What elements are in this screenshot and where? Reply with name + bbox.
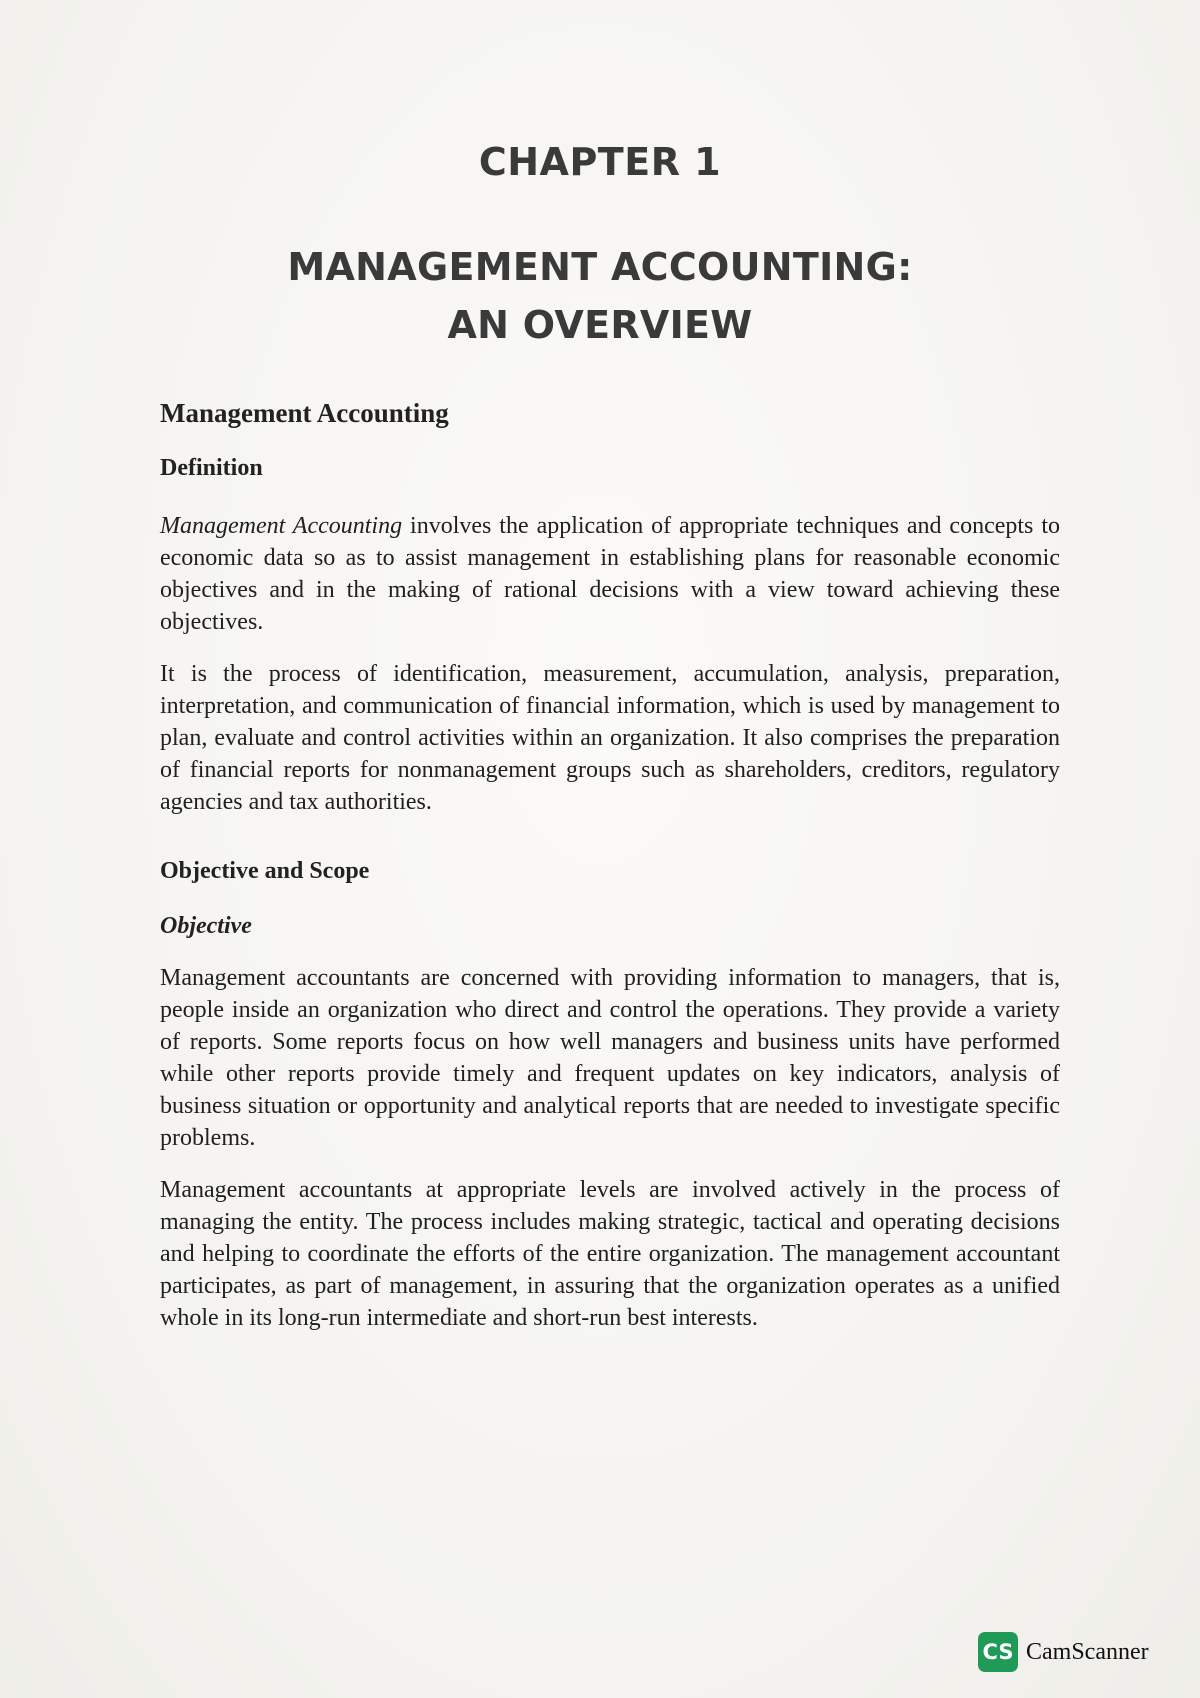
chapter-title-line-2: AN OVERVIEW	[447, 303, 753, 347]
definition-paragraph-2: It is the process of identification, measurement, accumulation, analysis, preparation, interpretation, and communication of financial information, which is used by management to plan, evaluate and control activities within an organization. It also comprises the preparation of financial reports for nonmanagement groups such as shareholders, creditors, regulatory agencies and tax authorities.	[160, 661, 1060, 815]
objective-paragraph-2: Management accountants at appropriate levels are involved actively in the process of managing the entity. The process includes making strategic, tactical and operating decisions and helping to coordinate the efforts of the entire organization. The management accountant participates, as part of management, in assuring that the organization operates as a unified whole in its long-run intermediate and short-run best interests.	[160, 1177, 1060, 1331]
objective-paragraph-1: Management accountants are concerned with providing information to managers, that is, people inside an organization who direct and control the operations. They provide a variety of reports. Some reports focus on how well managers and business units have performed while other reports provide timely and frequent updates on key indicators, analysis of business situation or opportunity and analytical reports that are needed to investigate specific problems.	[160, 965, 1060, 1151]
definition-term: Management Accounting	[160, 513, 403, 539]
definition-paragraph-1	[160, 510, 1060, 638]
definition-paragraph-1-text: involves the application of appropriate techniques and concepts to economic data so as to assist management in establishing plans for reasonable economic objectives and in the making of rational decisions with a view toward achieving these objectives.	[160, 513, 1060, 635]
camscanner-watermark	[978, 1632, 1149, 1672]
chapter-title-line-1: MANAGEMENT ACCOUNTING:	[287, 245, 913, 289]
camscanner-logo-icon: CS	[978, 1632, 1018, 1672]
camscanner-text: CamScanner	[1026, 1638, 1149, 1665]
section-heading-objective-scope: Objective and Scope	[160, 858, 370, 884]
subheading-objective: Objective	[160, 913, 252, 939]
chapter-title	[0, 238, 1200, 354]
section-heading-management-accounting: Management Accounting	[160, 398, 449, 428]
chapter-label: CHAPTER 1	[478, 140, 722, 184]
subheading-definition: Definition	[160, 455, 263, 481]
page-body	[160, 398, 1060, 1334]
